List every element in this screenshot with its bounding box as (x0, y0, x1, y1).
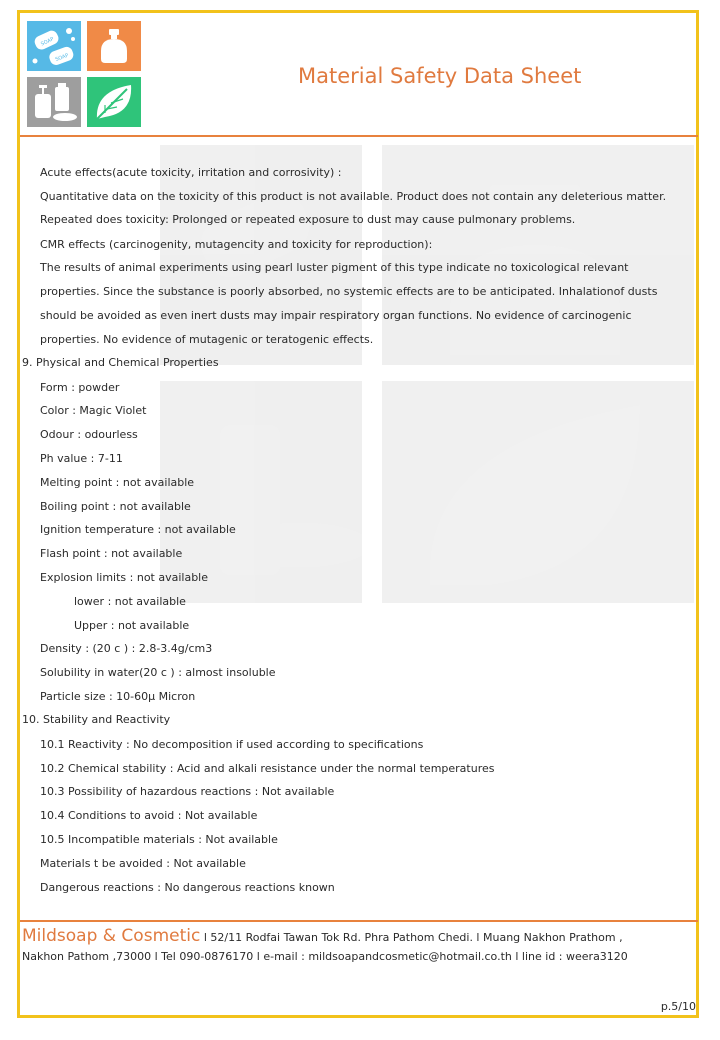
document-title: Material Safety Data Sheet (298, 64, 582, 88)
body-line: Odour : odourless (40, 428, 138, 441)
body-line: Materials t be avoided : Not available (40, 857, 246, 870)
body-line: Quantitative data on the toxicity of this product is not available. Product does not contain any deleterious matter. (40, 190, 667, 203)
body-line: Dangerous reactions : No dangerous reactions known (40, 881, 335, 894)
body-line: should be avoided as even inert dusts may impair respiratory organ functions. No evidence of carcinogenic (40, 309, 632, 322)
body-line: 10.4 Conditions to avoid : Not available (40, 809, 258, 822)
body-line: Explosion limits : not available (40, 571, 209, 584)
body-line: Boiling point : not available (40, 500, 191, 513)
body-line: Form : powder (40, 381, 120, 394)
body-line: Density : (20 c ) : 2.8-3.4g/cm3 (40, 642, 213, 655)
body-line: Flash point : not available (40, 547, 183, 560)
body-line: 10.3 Possibility of hazardous reactions : Not available (40, 785, 335, 798)
body-line: 10.1 Reactivity : No decomposition if used according to specifications (40, 738, 424, 751)
body-line: Melting point : not available (40, 476, 195, 489)
body-line: Particle size : 10-60µ Micron (40, 690, 196, 703)
section-heading: 9. Physical and Chemical Properties (22, 356, 219, 369)
body-line: properties. Since the substance is poorly absorbed, no systemic effects are to be anticipated. Inhalationof dusts (40, 285, 658, 298)
soap-bars-icon (26, 20, 82, 72)
body-line: Ph value : 7-11 (40, 452, 123, 465)
body-line: lower : not available (74, 595, 186, 608)
body-line: The results of animal experiments using pearl luster pigment of this type indicate no toxicological relevant (40, 261, 629, 274)
body-line: properties. No evidence of mutagenic or teratogenic effects. (40, 333, 374, 346)
body-line: 10.5 Incompatible materials : Not available (40, 833, 278, 846)
body-line: Solubility in water(20 c ) : almost insoluble (40, 666, 276, 679)
svg-text:SOAP: SOAP (40, 36, 55, 48)
section-heading: 10. Stability and Reactivity (22, 713, 171, 726)
body-line: Color : Magic Violet (40, 404, 147, 417)
body-line: 10.2 Chemical stability : Acid and alkali resistance under the normal temperatures (40, 762, 495, 775)
leaf-icon (86, 76, 142, 128)
perfume-bottle-icon (86, 20, 142, 72)
svg-text:SOAP: SOAP (54, 52, 70, 63)
body-line: Repeated does toxicity: Prolonged or repeated exposure to dust may cause pulmonary problems. (40, 213, 576, 226)
header-divider (20, 135, 698, 137)
footer-address: l 52/11 Rodfai Tawan Tok Rd. Phra Pathom Chedi. l Muang Nakhon Prathom , (200, 931, 623, 944)
footer-brand: Mildsoap & Cosmetic (22, 926, 201, 946)
footer-divider (20, 920, 698, 922)
footer (22, 926, 692, 963)
footer-contact: Nakhon Pathom ,73000 l Tel 090-0876170 l e-mail : mildsoapandcosmetic@hotmail.co.th l line id : weera3120 (22, 950, 628, 963)
body-line: Upper : not available (74, 619, 190, 632)
body-line: CMR effects (carcinogenity, mutagencity and toxicity for reproduction): (40, 238, 433, 251)
body-line: Ignition temperature : not available (40, 523, 236, 536)
company-logo (26, 20, 144, 130)
body-line: Acute effects(acute toxicity, irritation and corrosivity) : (40, 166, 342, 179)
lotion-bottles-icon (26, 76, 82, 128)
page-number: p.5/10 (660, 1000, 696, 1013)
